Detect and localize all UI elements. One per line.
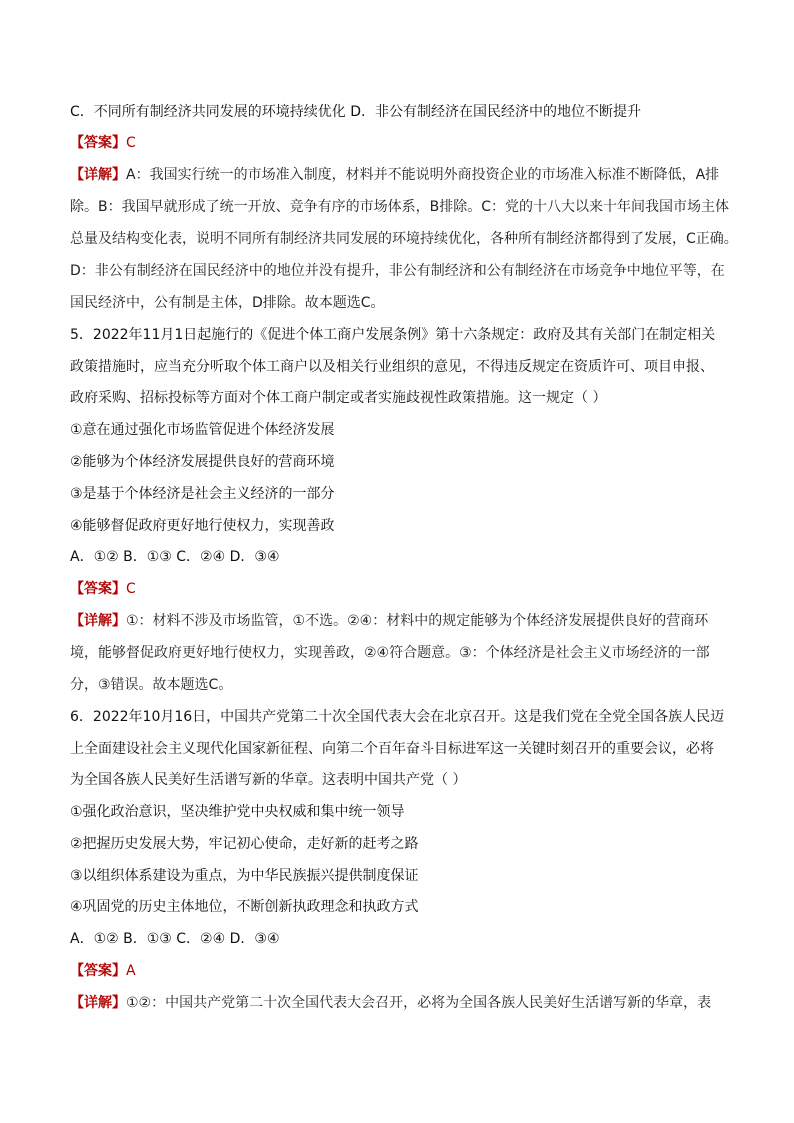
q6-stem-line-3: 为全国各族人民美好生活谱写新的华章。这表明中国共产党（ ） — [70, 772, 467, 788]
q6-statement-3: ③以组织体系建设为重点，为中华民族振兴提供制度保证 — [70, 868, 419, 884]
answer-value: A — [126, 963, 136, 979]
detail-tag: 【详解】 — [70, 167, 126, 183]
q5-statement-3: ③是基于个体经济是社会主义经济的一部分 — [70, 486, 335, 502]
q5-statement-4: ④能够督促政府更好地行使权力，实现善政 — [70, 518, 335, 534]
answer-tag: 【答案】 — [70, 581, 126, 597]
answer-value: C — [126, 135, 136, 151]
q5-statement-2: ②能够为个体经济发展提供良好的营商环境 — [70, 454, 335, 470]
q5-answer — [70, 577, 726, 601]
answer-tag: 【答案】 — [70, 963, 126, 979]
q5-stem-line-3: 政府采购、招标投标等方面对个体工商户制定或者实施歧视性政策措施。这一规定（ ） — [70, 390, 607, 406]
detail-tag: 【详解】 — [70, 613, 126, 629]
q6-stem-line-2: 上全面建设社会主义现代化国家新征程、向第二个百年奋斗目标进军这一关键时刻召开的重要会议，必将 — [70, 741, 714, 757]
q6-detail-line-1: 【详解】①②：中国共产党第二十次全国代表大会召开，必将为全国各族人民美好生活谱写新的华章，表 — [70, 995, 712, 1011]
q6-statement-2: ②把握历史发展大势，牢记初心使命，走好新的赶考之路 — [70, 836, 419, 852]
q6-stem-line-1: 6．2022年10月16日，中国共产党第二十次全国代表大会在北京召开。这是我们党在全党全国各族人民迈 — [70, 709, 725, 725]
q4-options-cd: C．不同所有制经济共同发展的环境持续优化 D．非公有制经济在国民经济中的地位不断提升 — [70, 104, 642, 120]
q5-statement-1: ①意在通过强化市场监管促进个体经济发展 — [70, 422, 335, 438]
answer-value: C — [126, 581, 136, 597]
q4-answer — [70, 131, 726, 155]
q5-stem-line-1: 5．2022年11月1日起施行的《促进个体工商户发展条例》第十六条规定：政府及其有关部门在制定相关 — [70, 327, 716, 343]
q6-answer — [70, 959, 726, 983]
q6-choices: A．①② B．①③ C．②④ D．③④ — [70, 931, 280, 947]
q4-detail-line-2: 除。B：我国早就形成了统一开放、竞争有序的市场体系，B排除。C：党的十八大以来十年间我国市场主体 — [70, 199, 729, 215]
q5-detail-line-3: 分，③错误。故本题选C。 — [70, 677, 233, 693]
q4-detail-line-1: 【详解】A：我国实行统一的市场准入制度，材料并不能说明外商投资企业的市场准入标准不断降低，A排 — [70, 167, 720, 183]
q4-detail-line-4: D：非公有制经济在国民经济中的地位并没有提升，非公有制经济和公有制经济在市场竞争中地位平等，在 — [70, 263, 725, 279]
q5-choices: A．①② B．①③ C．②④ D．③④ — [70, 549, 280, 565]
detail-tag: 【详解】 — [70, 995, 126, 1011]
q5-stem-line-2: 政策措施时，应当充分听取个体工商户以及相关行业组织的意见，不得违反规定在资质许可、项目申报、 — [70, 359, 714, 375]
q6-statement-1: ①强化政治意识，坚决维护党中央权威和集中统一领导 — [70, 804, 405, 820]
q6-statement-4: ④巩固党的历史主体地位，不断创新执政理念和执政方式 — [70, 899, 419, 915]
q5-detail-line-1: 【详解】①：材料不涉及市场监管，①不选。②④：材料中的规定能够为个体经济发展提供良好的营商环 — [70, 613, 709, 629]
q5-detail-line-2: 境，能够督促政府更好地行使权力，实现善政，②④符合题意。③：个体经济是社会主义市场经济的一部 — [70, 645, 710, 661]
q4-detail-line-5: 国民经济中，公有制是主体，D排除。故本题选C。 — [70, 295, 385, 311]
q4-detail-line-3: 总量及结构变化表，说明不同所有制经济共同发展的环境持续优化，各种所有制经济都得到了发展，C正确。 — [70, 231, 738, 247]
answer-tag: 【答案】 — [70, 135, 126, 151]
